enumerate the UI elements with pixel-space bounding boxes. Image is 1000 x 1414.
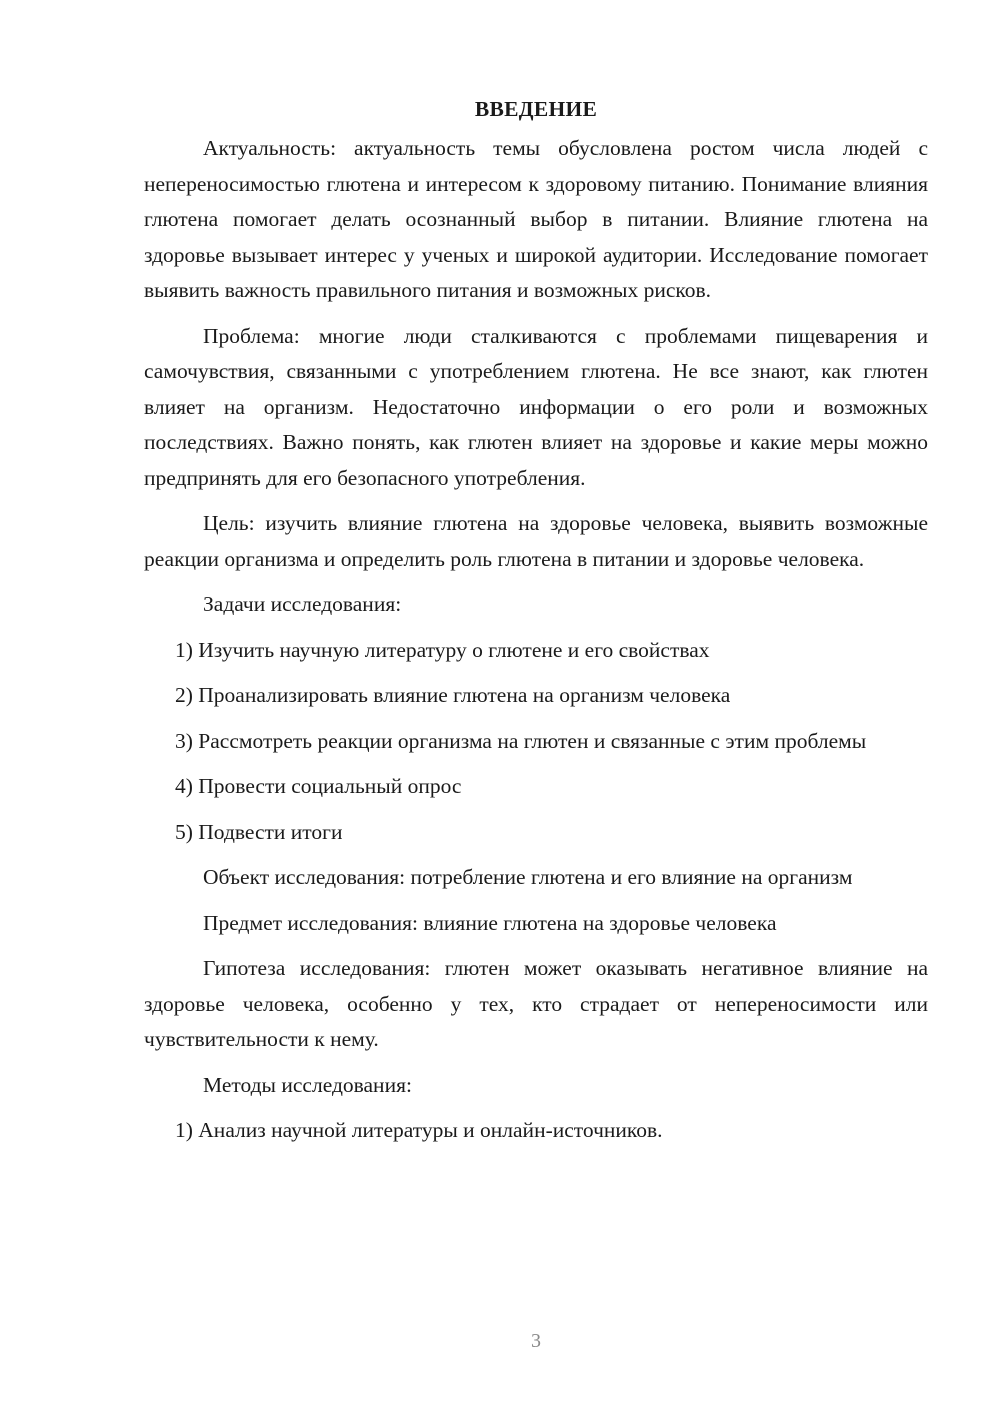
paragraph-problem: Проблема: многие люди сталкиваются с проблемами пищеварения и самочувствия, связанными с употреблением глютена. Не все знают, как глютен влияет на организм. Недостаточно информации о его роли и возможных последствиях. Важно понять, как глютен влияет на здоровье и какие меры можно предпринять для его безопасного употребления. [144, 323, 928, 490]
task-item-3: 3) Рассмотреть реакции организма на глютен и связанные с этим проблемы [175, 728, 867, 753]
method-item-1: 1) Анализ научной литературы и онлайн-источников. [175, 1118, 663, 1142]
task-item-2: 2) Проанализировать влияние глютена на организм человека [175, 683, 731, 707]
paragraph-relevance: Актуальность: актуальность темы обусловлена ростом числа людей с непереносимостью глютена и интересом к здоровому питанию. Понимание влияния глютена помогает делать осознанный выбор в питании. Влияние глютена на здоровье вызывает интерес у ученых и широкой аудитории. Исследование помогает выявить важность правильного питания и возможных рисков. [144, 136, 928, 302]
research-subject: Предмет исследования: влияние глютена на здоровье человека [203, 910, 777, 935]
page-number: 3 [531, 1330, 541, 1352]
page-content [144, 92, 928, 1159]
tasks-heading: Задачи исследования: [203, 592, 402, 616]
task-item-4: 4) Провести социальный опрос [175, 774, 462, 798]
research-hypothesis: Гипотеза исследования: глютен может оказывать негативное влияние на здоровье человека, особенно у тех, кто страдает от непереносимости или чувствительности к нему. [144, 956, 928, 1051]
methods-heading: Методы исследования: [203, 1072, 412, 1097]
task-item-5: 5) Подвести итоги [175, 819, 343, 844]
paragraph-goal: Цель: изучить влияние глютена на здоровье человека, выявить возможные реакции организма и определить роль глютена в питании и здоровье человека. [144, 511, 928, 571]
task-item-1: 1) Изучить научную литературу о глютене и его свойствах [175, 637, 710, 662]
research-object: Объект исследования: потребление глютена и его влияние на организм [203, 865, 853, 889]
page-title: ВВЕДЕНИЕ [474, 97, 598, 121]
